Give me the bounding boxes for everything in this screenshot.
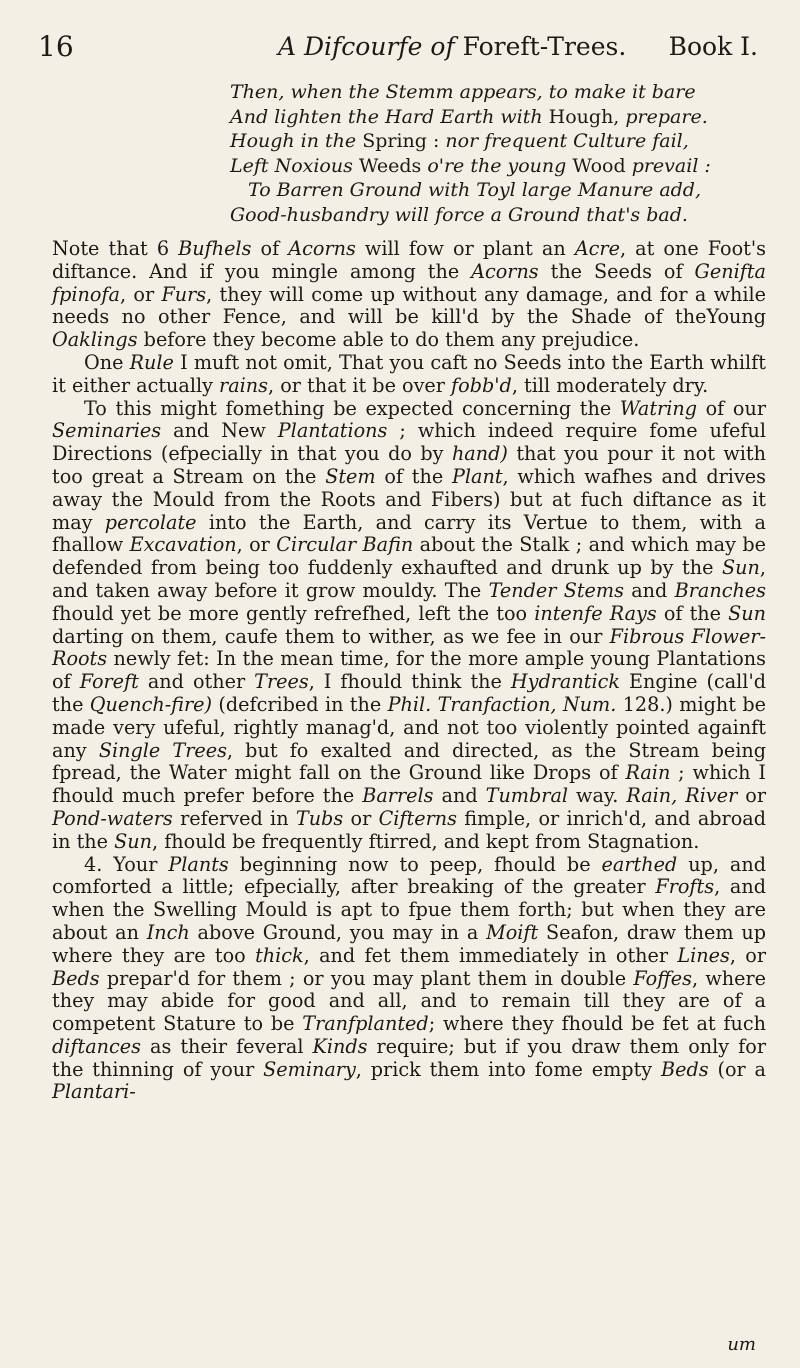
italic-run: Hydrantick [510, 670, 620, 694]
italic-run: Sun [722, 556, 760, 580]
italic-run: Plantations [277, 419, 388, 443]
text-run: into the Earth, and carry its Vertue to them, with a fhallow [52, 510, 766, 557]
text-run: will fow or plant an [355, 237, 575, 260]
italic-run: Acre [574, 237, 620, 260]
italic-run: Acorns [471, 259, 539, 283]
text-run: darting on them, caufe them to wither, as we fee in our [52, 624, 610, 648]
paragraph [52, 352, 766, 398]
text-run: , or [119, 282, 162, 306]
paragraph [52, 854, 766, 1105]
italic-run: Quench-fire) [89, 692, 212, 716]
verse-run: Left Noxious [230, 154, 359, 177]
text-run: , and when the Swelling Mould is apt to fpue them forth; but when they are about an [52, 875, 766, 944]
verse-run: Hough, [548, 105, 626, 128]
italic-run: Watring [619, 396, 697, 420]
italic-run: Fibrous Flower-Roots [52, 624, 766, 671]
text-run: (or a [708, 1057, 766, 1081]
verse-run: Good-husbandry will force a Ground that's bad. [230, 203, 688, 226]
italic-run: Tubs [295, 806, 344, 830]
text-run: , and fet them immediately in other [303, 943, 678, 967]
text-run: of our [696, 396, 767, 420]
italic-run: Inch [146, 920, 190, 944]
italic-run: Sun [114, 829, 152, 853]
italic-run: Rule [129, 350, 174, 374]
text-run: , fhould be frequently ftirred, and kept from Stagnation. [152, 829, 700, 853]
italic-run: Tumbral [485, 784, 569, 808]
verse-run: Spring : [362, 130, 446, 152]
text-run: fimple, or inrich'd, and abroad in the [52, 806, 766, 853]
text-run: and New [161, 419, 278, 443]
verse-block [230, 80, 790, 227]
text-run: ; which I fhould much prefer before the [52, 761, 766, 808]
text-run: , but fo exalted and directed, as the Stream being fpread, the Water might fall on the Ground like Drops of [52, 738, 766, 785]
text-run: way. [568, 784, 627, 808]
italic-run: Tender Stems [488, 578, 624, 602]
verse-line [230, 154, 790, 179]
text-run: , and taken away before it grow mouldy. The [52, 556, 766, 602]
page-number: 16 [38, 30, 74, 63]
italic-run: Furs [161, 282, 207, 306]
verse-run: To Barren Ground with Toyl large Manure add, [248, 179, 702, 201]
italic-run: Oaklings [52, 328, 138, 352]
italic-run: Bufhels [178, 237, 252, 260]
italic-run: Genifta fpinofa [52, 259, 766, 306]
italic-run: Trees [254, 670, 309, 694]
text-run: before they become able to do them any prejudice. [137, 328, 640, 352]
text-run: prepar'd for them ; or you may plant them in double [99, 966, 634, 990]
italic-run: intenfe Rays [534, 601, 657, 625]
italic-run: Plants [168, 852, 229, 876]
text-run: , which wafhes and drives away the Mould from the Roots and Fibers) but at fuch diftance as it may [52, 464, 766, 534]
verse-run: And lighten the Hard Earth with [230, 105, 549, 128]
text-run: Engine (call'd the [52, 670, 767, 716]
text-run: above Ground, you may in a [189, 920, 487, 944]
text-run: 4. Your [84, 852, 169, 876]
text-run: , they will come up without any damage, and for a while needs no other Fence, and will be kill'd by the Shade of theYoung [52, 282, 766, 329]
italic-run: Plantari- [52, 1080, 136, 1104]
running-title [278, 32, 626, 61]
text-run: or [343, 806, 379, 830]
italic-run: Frofts [655, 875, 715, 899]
italic-run: Kinds [312, 1034, 368, 1058]
text-run: , prick them into fome empty [355, 1057, 662, 1081]
text-run: (defcribed in the [212, 692, 388, 716]
paragraph [52, 398, 766, 854]
verse-run: prepare. [625, 105, 708, 128]
verse-run: nor frequent Culture fail, [445, 130, 689, 152]
text-run: To this might fomething be expected concerning the [84, 396, 620, 420]
text-run: ; which indeed require fome ufeful Directions (efpecially in that you do by [52, 419, 767, 466]
text-run: Seafon, draw them up where they are too [52, 920, 766, 967]
italic-run: Plant [451, 464, 503, 488]
body-text [52, 238, 766, 1104]
italic-run: thick [255, 943, 304, 967]
italic-run: Single Trees [98, 738, 227, 762]
italic-run: Rain, River [626, 784, 738, 808]
italic-run: Seminaries [52, 419, 162, 443]
italic-run: Phil. Tranfaction, Num. [387, 692, 617, 716]
text-run: of the [656, 601, 729, 625]
text-run: require; but if you draw them only for the thinning of your [52, 1034, 766, 1081]
text-run: the Seeds of [538, 259, 695, 283]
italic-run: rains [219, 373, 268, 397]
text-run: of the [375, 464, 452, 488]
text-run: and [433, 784, 486, 808]
verse-line [230, 129, 790, 154]
verse-line [230, 80, 790, 105]
text-run: beginning now to peep, fhould be [228, 852, 602, 876]
verse-line [230, 178, 790, 203]
verse-run: Then, when the Stemm appears, to make it bare [230, 81, 696, 103]
text-run: , where they may abide for good and all, and to remain till they are of a competent Stature to be [52, 966, 767, 1036]
text-run: up, and comforted a little; efpecially, after breaking of the greater [52, 852, 766, 899]
running-title-roman: Foreft-Trees. [462, 32, 627, 61]
verse-run: Weeds [358, 154, 428, 177]
verse-run: o're the young [427, 154, 573, 177]
italic-run: Moift [486, 920, 539, 944]
text-run: 128.) might be made very ufeful, rightly manag'd, and not too violently pointed againft any [52, 692, 766, 762]
text-run: ; where they fhould be fet at fuch [428, 1012, 766, 1036]
text-run: One [84, 350, 130, 374]
running-header [38, 30, 770, 70]
italic-run: Lines [677, 943, 730, 967]
text-run: or [737, 784, 767, 808]
verse-line [230, 203, 790, 228]
text-run: , or [729, 943, 766, 967]
italic-run: Rain [625, 761, 671, 785]
text-run: , or that it be over [268, 373, 452, 397]
italic-run: Excavation [129, 533, 237, 557]
text-run: , I fhould think the [308, 670, 511, 694]
text-run: as their feveral [140, 1034, 313, 1058]
verse-run: prevail : [631, 154, 711, 177]
text-run: Note that 6 [52, 237, 179, 260]
italic-run: percolate [104, 510, 197, 534]
text-run: that you pour it not with too great a Stream on the [52, 442, 766, 488]
italic-run: Acorns [288, 237, 356, 260]
italic-run: Barrels [362, 784, 434, 808]
text-run: and other [138, 670, 255, 694]
text-run: referved in [172, 806, 296, 830]
verse-line [230, 105, 790, 130]
italic-run: Tranfplanted [302, 1012, 429, 1036]
italic-run: Stem [325, 464, 376, 488]
text-run: fhould yet be more gently refrefhed, left the too [52, 601, 535, 625]
verse-run: Wood [572, 154, 632, 177]
italic-run: Beds [661, 1057, 709, 1081]
italic-run: Circular Bafin [276, 533, 414, 557]
text-run: I muft not omit, That you caft no Seeds into the Earth whilft it either actually [52, 350, 766, 397]
text-run: newly fet: In the mean time, for the more ample young Plantations of [52, 647, 766, 694]
italic-run: Foffes [633, 966, 693, 990]
italic-run: hand) [451, 442, 508, 466]
text-run: , till moderately dry. [511, 373, 709, 397]
italic-run: Seminary [263, 1057, 356, 1081]
verse-run: Hough in the [230, 130, 363, 152]
italic-run: diftances [52, 1034, 141, 1058]
text-run: about the Stalk ; and which may be defended from being too fuddenly exhaufted and drunk up by the [52, 533, 767, 580]
italic-run: Pond-waters [52, 806, 173, 830]
italic-run: Branches [674, 578, 766, 602]
text-run: and [623, 578, 675, 602]
text-run: of [251, 237, 289, 260]
book-label: Book I. [668, 32, 758, 61]
italic-run: fobb'd [451, 373, 512, 397]
running-title-italic: A Difcourfe of [278, 32, 455, 61]
text-run: , or [236, 533, 277, 557]
italic-run: Sun [728, 601, 766, 625]
paragraph [52, 238, 766, 352]
italic-run: Beds [52, 966, 100, 990]
italic-run: Cifterns [378, 806, 457, 830]
catchword: um [727, 1334, 756, 1355]
text-run: , at one Foot's diftance. And if you mingle among the [52, 237, 766, 283]
italic-run: Foreft [79, 670, 139, 694]
italic-run: earthed [601, 852, 678, 876]
